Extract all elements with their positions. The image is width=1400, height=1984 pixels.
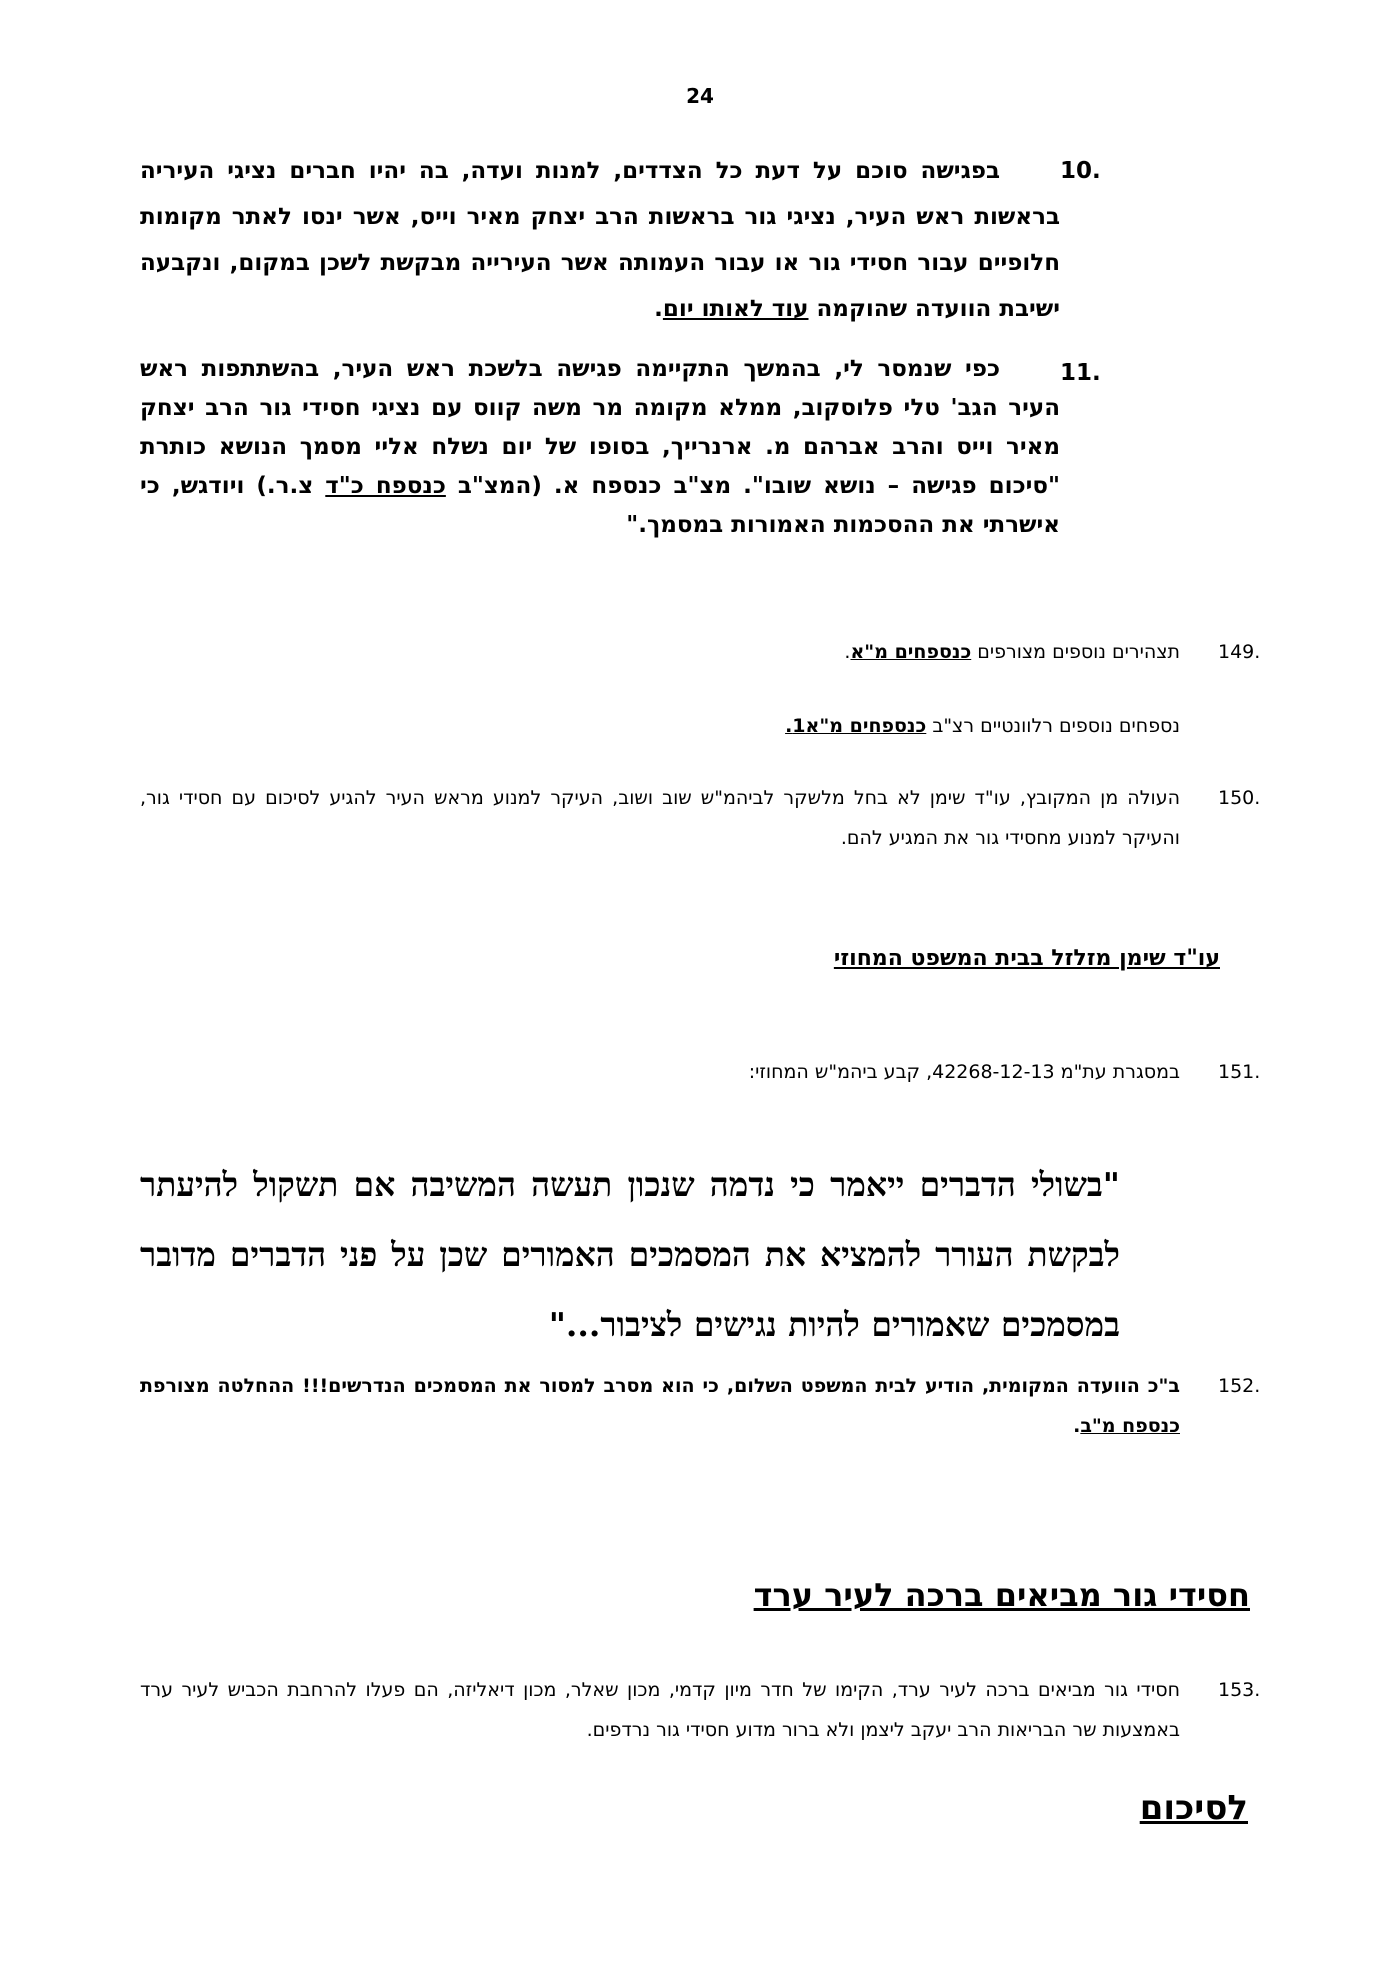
district-court-quote: "בשולי הדברים ייאמר כי נדמה שנכון תעשה המשיבה אם תשקול להיעתר לבקשת העורר להמציא את המסמכים האמורים שכן על פני הדברים מדובר במסמכים שאמורים להיות נגישים לציבור..." — [140, 1165, 1120, 1344]
text-run: . — [844, 641, 851, 663]
item-text — [140, 350, 1060, 545]
item-text — [140, 148, 1060, 332]
text-run: . — [654, 296, 663, 322]
underlined-text: כנספח כ"ד — [325, 473, 446, 499]
item-text — [140, 778, 1180, 858]
text-run: העולה מן המקובץ, עו"ד שימן לא בחל מלשקר לביהמ"ש שוב ושוב, העיקר למנוע מראש העיר להגיע לסיכום עם חסידי גור, והעיקר למנוע מחסידי גור את המגיע להם. — [140, 787, 1180, 849]
item-number: 11. — [1060, 360, 1101, 386]
underlined-text: כנספחים מ"א1. — [785, 715, 927, 737]
underlined-text: כנספחים מ"א — [850, 641, 972, 663]
text-run: ב"כ הוועדה המקומית, הודיע לבית המשפט השלום, כי הוא מסרב למסור את המסמכים הנדרשים!!! ההחלטה מצורפת — [140, 1375, 1180, 1397]
item-number: 10. — [1060, 158, 1101, 184]
item-text — [300, 706, 1180, 746]
text-run: תצהירים נוספים מצורפים — [971, 641, 1180, 663]
text-run: כפי שנמסר לי, בהמשך התקיימה פגישה בלשכת ראש העיר, בהשתתפות ראש העיר הגב' טלי פלוסקוב, ממלא מקומה מר משה קווס עם נציגי חסידי גור הרב יצחק מאיר וייס והרב אברהם מ. ארנרייך, בסופו של יום נשלח אליי מסמך הנושא כותרת "סיכום פגישה – נושא שובו". מצ"ב כנספח א. (המצ"ב — [140, 356, 1060, 499]
text-run: . — [1073, 1415, 1081, 1437]
item-number: 153. — [1218, 1679, 1261, 1701]
item-text — [140, 1366, 1180, 1446]
item-text: במסגרת עת"מ 42268-12-13, קבע ביהמ"ש המחוזי: — [748, 1061, 1180, 1083]
text-run: נספחים נוספים רלוונטיים רצ"ב — [926, 715, 1180, 737]
heading-district-court: עו"ד שימן מזלזל בבית המשפט המחוזי — [833, 946, 1220, 971]
item-number: 150. — [1218, 787, 1261, 809]
item-text — [300, 632, 1180, 672]
page-number: 24 — [686, 84, 714, 108]
item-number: 151. — [1218, 1061, 1261, 1083]
text-run: בפגישה סוכם על דעת כל הצדדים, למנות ועדה, בה יהיו חברים נציגי העיריה בראשות ראש העיר, נציגי גור בראשות הרב יצחק מאיר וייס, אשר ינסו לאתר מקומות חלופיים עבור חסידי גור או עבור העמותה אשר העירייה מבקשת לשכן במקום, ונקבעה ישיבת הוועדה שהוקמה — [140, 158, 1060, 322]
underlined-text: כנספח מ"ב — [1080, 1415, 1180, 1437]
heading-blessing: חסידי גור מביאים ברכה לעיר ערד — [753, 1576, 1250, 1614]
text-run: צ.ר.) ויודגש, כי אישרתי את ההסכמות האמורות במסמך." — [140, 473, 1060, 538]
underlined-text: עוד לאותו יום — [662, 296, 809, 322]
item-number: 149. — [1218, 641, 1261, 663]
heading-summary: לסיכום — [1139, 1788, 1248, 1828]
item-number: 152. — [1218, 1375, 1261, 1397]
item-text: חסידי גור מביאים ברכה לעיר ערד, הקימו של חדר מיון קדמי, מכון שאלר, מכון דיאליזה, הם פעלו להרחבת הכביש לעיר ערד באמצעות שר הבריאות הרב יעקב ליצמן ולא ברור מדוע חסידי גור נרדפים. — [140, 1679, 1180, 1741]
